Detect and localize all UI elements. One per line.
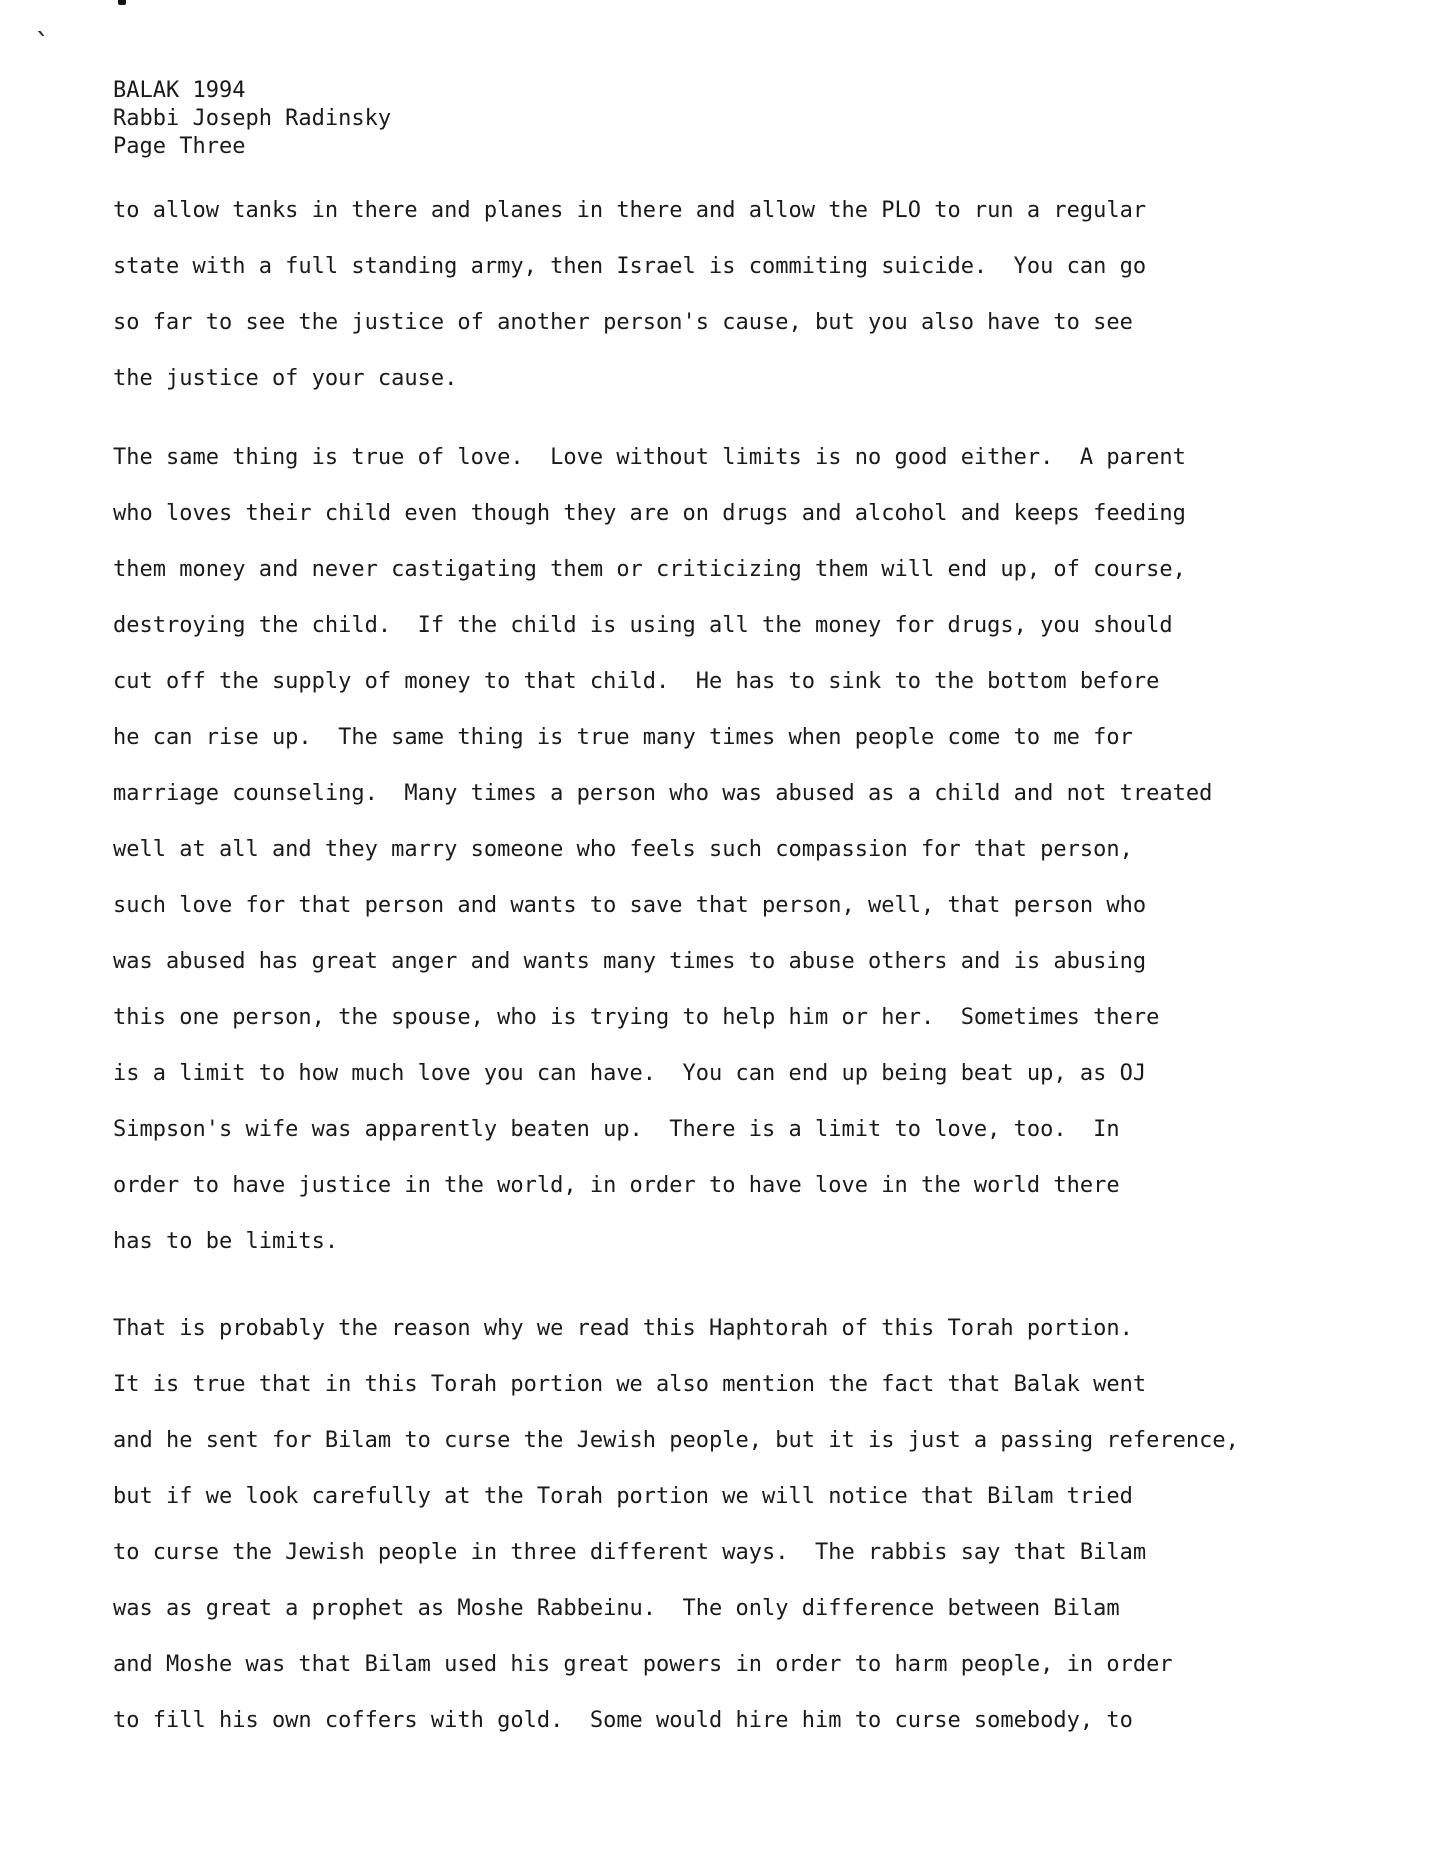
text-line: this one person, the spouse, who is trying to help him or her. Sometimes there bbox=[113, 1005, 1160, 1030]
text-line: to allow tanks in there and planes in there and allow the PLO to run a regular bbox=[113, 198, 1147, 223]
text-line: them money and never castigating them or criticizing them will end up, of course, bbox=[113, 557, 1186, 582]
text-line: who loves their child even though they are on drugs and alcohol and keeps feeding bbox=[113, 501, 1186, 526]
document-content bbox=[113, 77, 1390, 1749]
text-line: he can rise up. The same thing is true many times when people come to me for bbox=[113, 725, 1133, 750]
stray-mark-top-edge bbox=[118, 0, 126, 5]
text-line: and Moshe was that Bilam used his great powers in order to harm people, in order bbox=[113, 1652, 1173, 1677]
text-line: to curse the Jewish people in three different ways. The rabbis say that Bilam bbox=[113, 1540, 1147, 1565]
text-line: but if we look carefully at the Torah portion we will notice that Bilam tried bbox=[113, 1484, 1133, 1509]
paragraph-3 bbox=[113, 1301, 1390, 1749]
text-line: such love for that person and wants to save that person, well, that person who bbox=[113, 893, 1147, 918]
text-line: Simpson's wife was apparently beaten up. There is a limit to love, too. In bbox=[113, 1117, 1120, 1142]
text-line: to fill his own coffers with gold. Some would hire him to curse somebody, to bbox=[113, 1708, 1133, 1733]
text-line: The same thing is true of love. Love without limits is no good either. A parent bbox=[113, 445, 1186, 470]
text-line: so far to see the justice of another person's cause, but you also have to see bbox=[113, 310, 1133, 335]
doc-page-number-line: Page Three bbox=[113, 134, 246, 159]
paragraph-2 bbox=[113, 430, 1390, 1270]
document-header bbox=[113, 77, 1390, 161]
paragraph-1 bbox=[113, 183, 1390, 407]
text-line: the justice of your cause. bbox=[113, 366, 458, 391]
text-line: marriage counseling. Many times a person who was abused as a child and not treated bbox=[113, 781, 1213, 806]
text-line: cut off the supply of money to that child. He has to sink to the bottom before bbox=[113, 669, 1160, 694]
text-line: was as great a prophet as Moshe Rabbeinu. The only difference between Bilam bbox=[113, 1596, 1120, 1621]
text-line: destroying the child. If the child is using all the money for drugs, you should bbox=[113, 613, 1173, 638]
stray-grave-mark: ` bbox=[34, 27, 51, 60]
text-line: It is true that in this Torah portion we also mention the fact that Balak went bbox=[113, 1372, 1147, 1397]
text-line: order to have justice in the world, in order to have love in the world there bbox=[113, 1173, 1120, 1198]
doc-title-line: BALAK 1994 bbox=[113, 78, 246, 103]
text-line: and he sent for Bilam to curse the Jewish people, but it is just a passing reference, bbox=[113, 1428, 1239, 1453]
doc-author-line: Rabbi Joseph Radinsky bbox=[113, 106, 392, 131]
text-line: has to be limits. bbox=[113, 1229, 339, 1254]
text-line: That is probably the reason why we read this Haphtorah of this Torah portion. bbox=[113, 1316, 1133, 1341]
text-line: state with a full standing army, then Israel is commiting suicide. You can go bbox=[113, 254, 1147, 279]
text-line: was abused has great anger and wants many times to abuse others and is abusing bbox=[113, 949, 1147, 974]
text-line: well at all and they marry someone who feels such compassion for that person, bbox=[113, 837, 1133, 862]
text-line: is a limit to how much love you can have. You can end up being beat up, as OJ bbox=[113, 1061, 1147, 1086]
